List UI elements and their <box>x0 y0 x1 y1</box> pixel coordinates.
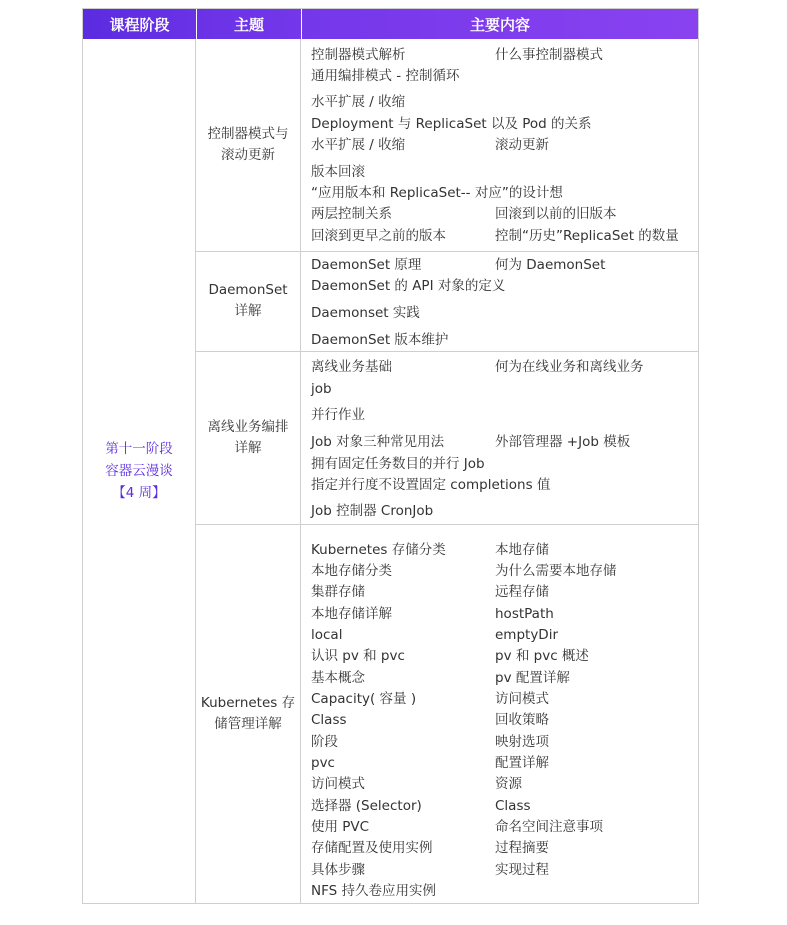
content-row <box>311 582 549 602</box>
content-row <box>311 625 559 645</box>
content-item: 远程存储 <box>495 584 549 600</box>
content-item: 本地存储详解 <box>311 606 392 622</box>
content-item: pv 配置详解 <box>495 670 570 686</box>
content-row <box>311 753 549 773</box>
content-item: local <box>311 627 343 643</box>
topic-controller <box>196 39 301 251</box>
topic-daemonset <box>196 251 301 351</box>
curriculum-table <box>82 8 699 904</box>
content-row <box>311 860 549 880</box>
content-item: DaemonSet 版本维护 <box>311 332 449 348</box>
content-row <box>311 276 505 296</box>
content-item: pv 和 pvc 概述 <box>495 648 589 664</box>
content-item: 何为 DaemonSet <box>495 257 606 273</box>
content-item: pvc <box>311 755 335 771</box>
content-item: 外部管理器 +Job 模板 <box>495 434 631 450</box>
content-item: 控制“历史”ReplicaSet 的数量 <box>495 228 679 244</box>
content-item: 何为在线业务和离线业务 <box>495 359 644 375</box>
content-item: 阶段 <box>311 734 338 750</box>
header-stage: 课程阶段 <box>83 9 196 39</box>
content-item: emptyDir <box>495 627 559 643</box>
content-row <box>311 204 617 224</box>
content-item: 水平扩展 / 收缩 <box>311 137 406 153</box>
content-item: DaemonSet 原理 <box>311 257 422 273</box>
header-topic: 主题 <box>196 9 301 39</box>
content-item: 集群存储 <box>311 584 365 600</box>
content-item: Job 控制器 CronJob <box>311 503 434 519</box>
content-item: Class <box>495 798 531 814</box>
topic-line: DaemonSet <box>208 282 288 298</box>
content-item: 回滚到以前的旧版本 <box>495 206 617 222</box>
content-row <box>311 796 531 816</box>
content-controller <box>301 39 698 251</box>
content-item: 具体步骤 <box>311 862 365 878</box>
content-item: 滚动更新 <box>495 137 549 153</box>
content-row <box>311 540 549 560</box>
content-item: Job 对象三种常见用法 <box>311 434 445 450</box>
content-item: hostPath <box>495 606 554 622</box>
content-row <box>311 330 448 350</box>
topic-line: 详解 <box>234 439 262 456</box>
content-row <box>311 881 436 901</box>
content-item: 指定并行度不设置固定 completions 值 <box>311 477 551 493</box>
content-item: Daemonset 实践 <box>311 305 420 321</box>
content-row <box>311 405 365 425</box>
content-item: 为什么需要本地存储 <box>495 563 617 579</box>
content-row <box>311 774 522 794</box>
content-row <box>311 817 603 837</box>
content-row <box>311 561 617 581</box>
content-row <box>311 668 570 688</box>
content-row <box>311 838 549 858</box>
content-item: 本地存储分类 <box>311 563 392 579</box>
content-item: 两层控制关系 <box>311 206 392 222</box>
content-row <box>311 357 644 377</box>
topic-line: Kubernetes 存 <box>200 694 296 711</box>
stage-duration: 【4 周】 <box>112 485 166 501</box>
content-row <box>311 732 549 752</box>
content-row <box>311 379 332 399</box>
content-row <box>311 135 549 155</box>
content-row <box>311 183 563 203</box>
content-row <box>311 66 459 86</box>
content-item: 认识 pv 和 pvc <box>311 648 405 664</box>
content-item: 通用编排模式 - 控制循环 <box>311 68 460 84</box>
header-content: 主要内容 <box>301 9 698 39</box>
content-item: DaemonSet 的 API 对象的定义 <box>311 278 506 294</box>
content-item: 水平扩展 / 收缩 <box>311 94 406 110</box>
content-row <box>311 92 405 112</box>
content-item: Deployment 与 ReplicaSet 以及 Pod 的关系 <box>311 116 592 132</box>
content-item: 访问模式 <box>495 691 549 707</box>
content-item: 实现过程 <box>495 862 549 878</box>
content-row <box>311 501 433 521</box>
content-item: 存储配置及使用实例 <box>311 840 433 856</box>
content-item: 资源 <box>495 776 522 792</box>
topic-line: 储管理详解 <box>214 715 282 732</box>
content-item: 基本概念 <box>311 670 365 686</box>
topic-line: 滚动更新 <box>221 147 275 163</box>
content-item: Capacity( 容量 ) <box>311 691 417 707</box>
content-row <box>311 114 592 134</box>
content-item: 控制器模式解析 <box>311 47 406 63</box>
content-item: 本地存储 <box>495 542 549 558</box>
stage-title: 第十一阶段 <box>105 441 173 457</box>
content-row <box>311 646 589 666</box>
content-item: 回滚到更早之前的版本 <box>311 228 446 244</box>
content-offline-jobs <box>301 351 698 524</box>
stage-subtitle: 容器云漫谈 <box>105 463 173 479</box>
content-row <box>311 255 606 275</box>
content-row <box>311 454 485 474</box>
content-item: Class <box>311 712 347 728</box>
topic-line: 离线业务编排 <box>207 418 289 435</box>
content-item: NFS 持久卷应用实例 <box>311 883 436 899</box>
topic-line: 详解 <box>234 303 262 319</box>
content-row <box>311 162 365 182</box>
content-item: 过程摘要 <box>495 840 549 856</box>
content-row <box>311 689 549 709</box>
content-item: 选择器 (Selector) <box>311 798 422 814</box>
content-item: 映射选项 <box>495 734 549 750</box>
content-row <box>311 710 549 730</box>
content-item: 命名空间注意事项 <box>495 819 603 835</box>
topic-line: 控制器模式与 <box>207 126 289 142</box>
content-row <box>311 432 631 452</box>
content-row <box>311 604 554 624</box>
content-item: 回收策略 <box>495 712 549 728</box>
topic-offline-jobs <box>196 351 301 524</box>
topic-storage <box>196 524 301 903</box>
content-item: 并行作业 <box>311 407 365 423</box>
content-row <box>311 303 420 323</box>
content-item: 什么事控制器模式 <box>495 47 603 63</box>
content-item: “应用版本和 ReplicaSet-- 对应”的设计想 <box>311 185 563 201</box>
content-storage <box>301 524 698 903</box>
content-item: 离线业务基础 <box>311 359 392 375</box>
content-item: 版本回滚 <box>311 164 365 180</box>
content-daemonset <box>301 251 698 351</box>
content-item: 拥有固定任务数目的并行 Job <box>311 456 485 472</box>
content-item: Kubernetes 存储分类 <box>311 542 446 558</box>
content-row <box>311 226 679 246</box>
content-item: 访问模式 <box>311 776 365 792</box>
content-item: 配置详解 <box>495 755 549 771</box>
content-item: 使用 PVC <box>311 819 370 835</box>
stage-cell <box>83 39 196 903</box>
content-row <box>311 475 550 495</box>
content-item: job <box>311 381 332 397</box>
content-row <box>311 45 603 65</box>
